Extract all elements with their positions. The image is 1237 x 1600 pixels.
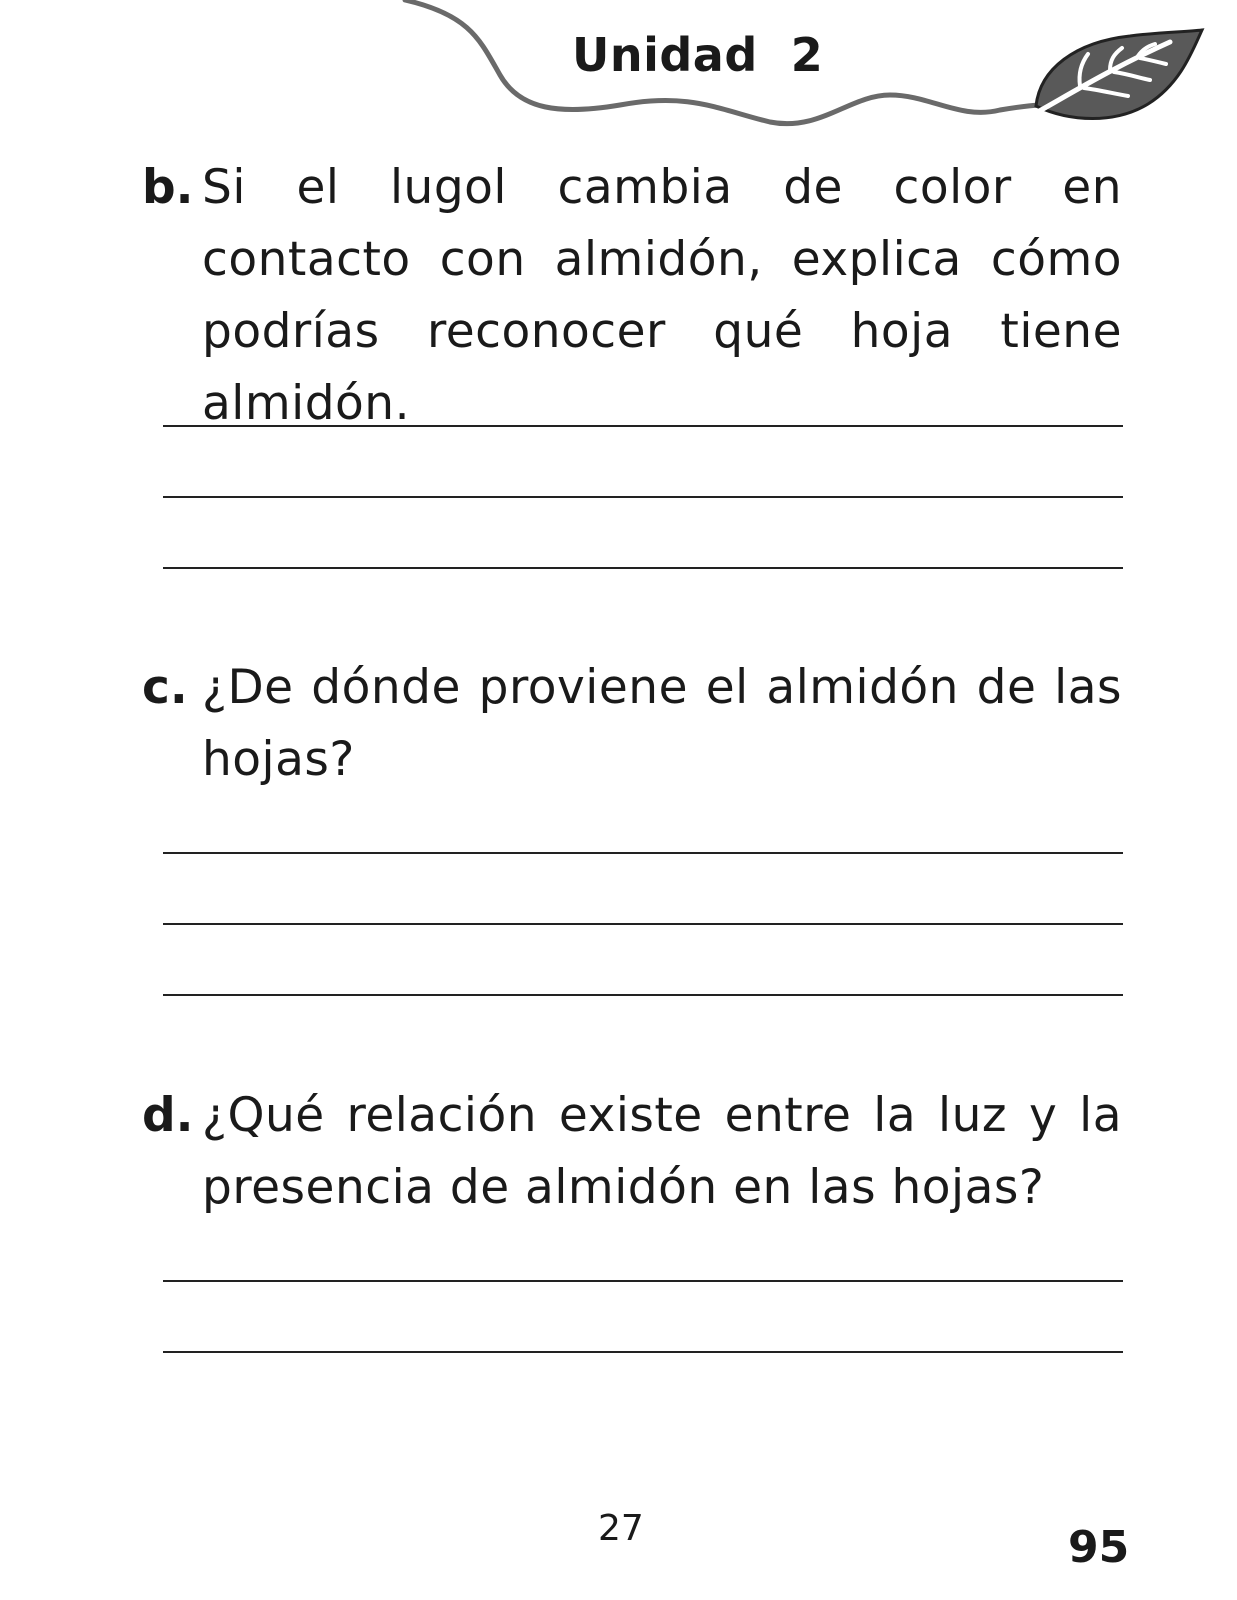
answer-line[interactable] bbox=[163, 1351, 1123, 1353]
page-number: 95 bbox=[1068, 1522, 1130, 1573]
answer-line[interactable] bbox=[163, 852, 1123, 854]
question-text: Si el lugol cambia de color en contacto con almidón, explica cómo podrías reconocer qué hoja tiene almidón. bbox=[202, 160, 1122, 431]
question-letter: b. bbox=[142, 160, 194, 215]
answer-line[interactable] bbox=[163, 1280, 1123, 1282]
answer-line[interactable] bbox=[163, 496, 1123, 498]
question-text: ¿De dónde proviene el almidón de las hojas? bbox=[202, 660, 1122, 787]
question-c bbox=[142, 652, 1122, 796]
unit-title: Unidad 2 bbox=[572, 28, 824, 82]
question-letter: c. bbox=[142, 660, 188, 715]
answer-line[interactable] bbox=[163, 923, 1123, 925]
question-b bbox=[142, 152, 1122, 440]
question-text: ¿Qué relación existe entre la luz y la presencia de almidón en las hojas? bbox=[202, 1088, 1122, 1215]
answer-line[interactable] bbox=[163, 425, 1123, 427]
leaf-icon bbox=[1030, 24, 1205, 129]
question-letter: d. bbox=[142, 1088, 194, 1143]
answer-line[interactable] bbox=[163, 567, 1123, 569]
activity-number: 27 bbox=[598, 1508, 644, 1549]
answer-line[interactable] bbox=[163, 994, 1123, 996]
question-d bbox=[142, 1080, 1122, 1224]
